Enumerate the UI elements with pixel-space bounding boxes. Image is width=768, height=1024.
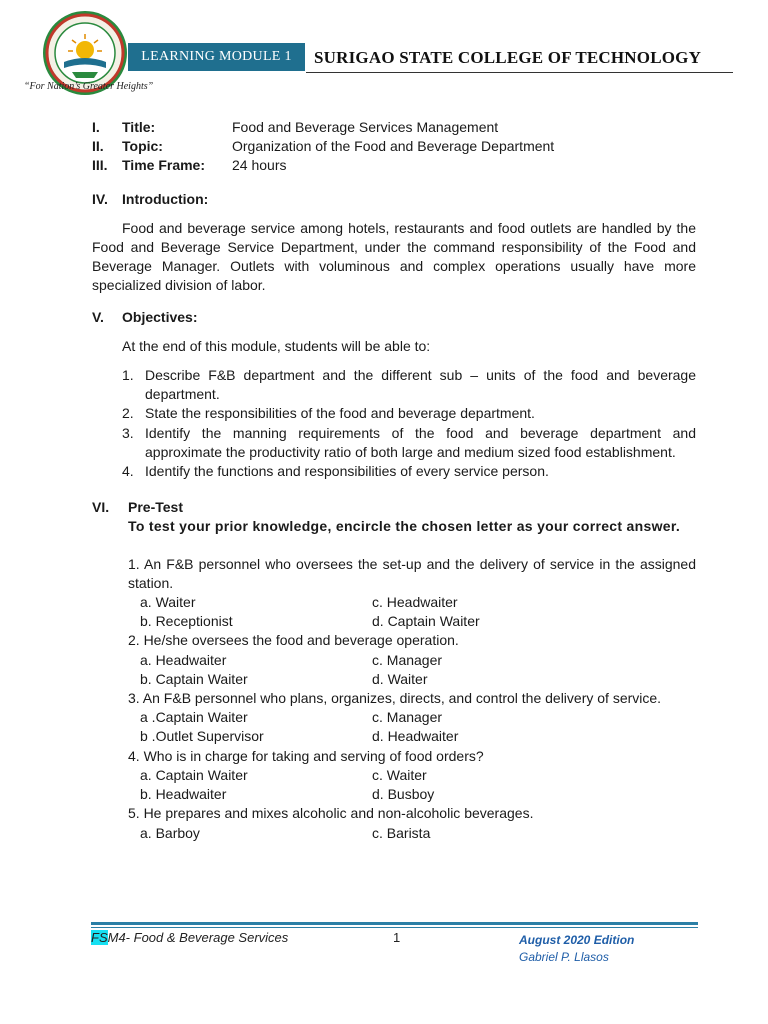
option-d[interactable]: d. Busboy: [372, 786, 435, 803]
section-title: Pre-Test: [128, 499, 183, 516]
footer-divider-thick: [91, 922, 698, 925]
option-d[interactable]: d. Captain Waiter: [372, 613, 480, 630]
section-number: VI.: [92, 499, 110, 516]
question-text: 3. An F&B personnel who plans, organizes, directs, and control the delivery of service.: [128, 690, 662, 707]
introduction-heading: [92, 190, 696, 209]
option-b[interactable]: b. Receptionist: [140, 613, 233, 630]
list-item: [122, 424, 696, 462]
item-text: Identify the manning requirements of the food and beverage department and approximate the productivity ratio of both large and medium sized food establishment.: [145, 424, 696, 460]
option-a[interactable]: a .Captain Waiter: [140, 709, 248, 726]
option-a[interactable]: a. Barboy: [140, 824, 200, 841]
option-a[interactable]: a. Headwaiter: [140, 651, 227, 668]
introduction-paragraph: Food and beverage service among hotels, restaurants and food outlets are handled by the Food and Beverage Service Department, under the command responsibility of the Food and Beverage Manager. Outlets with voluminous and complex operations usually have more specialized division of labor.: [92, 219, 696, 294]
item-text: State the responsibilities of the food and beverage department.: [145, 405, 535, 422]
option-d[interactable]: d. Headwaiter: [372, 728, 459, 745]
item-text: Identify the functions and responsibilities of every service person.: [145, 463, 549, 480]
option-c[interactable]: c. Waiter: [372, 766, 427, 783]
section-title: Objectives:: [122, 308, 198, 325]
meta-value: 24 hours: [232, 157, 287, 174]
question-text: 4. Who is in charge for taking and serving of food orders?: [128, 747, 484, 764]
section-title: Introduction:: [122, 190, 209, 207]
option-row: [128, 670, 696, 689]
pretest-instruction: To test your prior knowledge, encircle the chosen letter as your correct answer.: [128, 518, 681, 535]
list-item: [122, 404, 696, 423]
option-b[interactable]: b. Headwaiter: [140, 786, 227, 803]
meta-number: III.: [92, 157, 108, 174]
page-number: 1: [393, 930, 401, 945]
college-motto: “For Nation’s Greater Heights”: [24, 81, 154, 92]
option-row: [128, 651, 696, 670]
item-number: 3.: [122, 424, 134, 441]
meta-number: II.: [92, 138, 104, 155]
edition-label: August 2020 Edition: [519, 933, 635, 947]
question-text: 1. An F&B personnel who oversees the set-up and the delivery of service in the assigned station.: [128, 555, 696, 591]
meta-timeframe-row: [92, 156, 696, 175]
item-number: 2.: [122, 405, 134, 422]
college-name: SURIGAO STATE COLLEGE OF TECHNOLOGY: [314, 48, 702, 67]
module-content: [92, 118, 696, 843]
option-row: [128, 708, 696, 727]
footer-divider-thin: [91, 927, 698, 928]
item-number: 4.: [122, 463, 134, 480]
author-name: Gabriel P. Llasos: [519, 950, 609, 964]
option-c[interactable]: c. Headwaiter: [372, 594, 458, 611]
meta-topic-row: [92, 137, 696, 156]
meta-key: Title:: [122, 119, 156, 135]
header-divider: [306, 72, 733, 73]
question-list: [128, 555, 696, 843]
option-row: [128, 727, 696, 746]
meta-value: Organization of the Food and Beverage Department: [232, 138, 555, 155]
option-a[interactable]: a. Waiter: [140, 594, 196, 611]
option-d[interactable]: d. Waiter: [372, 670, 428, 687]
pretest-heading: [92, 498, 696, 517]
meta-title-row: [92, 118, 696, 137]
option-row: [128, 593, 696, 612]
footer-course: [91, 930, 288, 945]
item-number: 1.: [122, 367, 134, 384]
option-b[interactable]: b .Outlet Supervisor: [140, 728, 264, 745]
course-prefix: FS: [91, 930, 108, 945]
option-c[interactable]: c. Manager: [372, 709, 443, 726]
meta-value: Food and Beverage Services Management: [232, 119, 499, 135]
section-number: IV.: [92, 190, 108, 207]
objectives-intro: At the end of this module, students will be able to:: [122, 337, 431, 354]
objectives-list: [122, 366, 696, 481]
option-c[interactable]: c. Manager: [372, 651, 443, 668]
meta-key: Topic:: [122, 138, 163, 155]
question-text: 2. He/she oversees the food and beverage operation.: [128, 632, 459, 649]
option-row: [128, 824, 696, 843]
module-label: LEARNING MODULE 1: [128, 43, 305, 71]
course-title: M4- Food & Beverage Services: [107, 930, 289, 945]
meta-number: I.: [92, 119, 100, 135]
list-item: [122, 462, 696, 481]
option-row: [128, 785, 696, 804]
option-c[interactable]: c. Barista: [372, 824, 431, 841]
option-b[interactable]: b. Captain Waiter: [140, 670, 248, 687]
question-text: 5. He prepares and mixes alcoholic and non-alcoholic beverages.: [128, 805, 534, 822]
list-item: [122, 366, 696, 404]
option-row: [128, 612, 696, 631]
meta-key: Time Frame:: [122, 157, 205, 174]
option-row: [128, 766, 696, 785]
option-a[interactable]: a. Captain Waiter: [140, 766, 248, 783]
objectives-heading: [92, 308, 696, 327]
item-text: Describe F&B department and the different sub – units of the food and beverage department.: [145, 367, 696, 403]
section-number: V.: [92, 308, 104, 325]
